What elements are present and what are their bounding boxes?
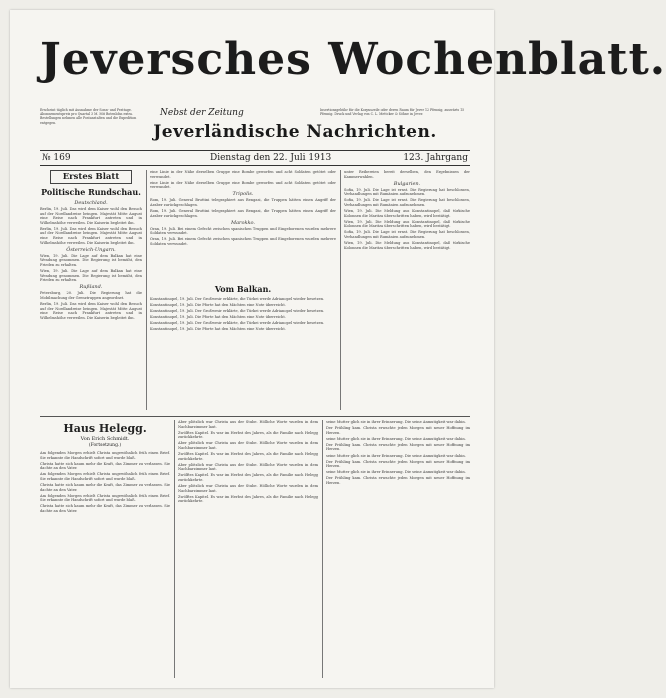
masthead-nebst: Nebst der Zeitung (160, 108, 244, 118)
story-paragraph: Christa hatte sich kaum mehr die Kraft, das Zimmer zu verlassen. Sie dachte an den Vater. (40, 483, 170, 492)
story-note: (Fortsetzung.) (88, 443, 122, 448)
rubric-tripolis: Tripolis. (232, 191, 254, 198)
story-paragraph: Zwölftes Kapitel. Es war im Herbst des Jahres, als die Familie nach Helegg zurückkehrte. (178, 473, 318, 483)
story-paragraph: seine Mutter glich sie in ihrer Erinnerung. Die seine Anmutigkeit war dahin. (326, 453, 466, 458)
column-rule (146, 170, 147, 410)
article-paragraph: Rom, 19. Juli. General Bruttini telegraphiert aus Bengasi, die Truppen hätten einen Angriff der Araber zurückgeschlagen. (150, 198, 336, 207)
story-paragraph: Aber plötzlich war Christa aus der Stube. Hölliche Worte wurden in dem Nachbarzimmer laut. (178, 484, 318, 493)
rubric-marokko: Marokko. (230, 219, 256, 226)
column-rule (322, 420, 323, 678)
story-title: Haus Helegg. (63, 422, 147, 435)
section-vom-balkan: Vom Balkan. (214, 284, 272, 294)
rubric-oesterreich: Österreich-Ungarn. (66, 246, 116, 253)
story-paragraph: Christa hatte sich kaum mehr die Kraft, das Zimmer zu verlassen. Sie dachte an den Vater. (40, 504, 170, 514)
article-paragraph: eine Linie in der Nähe derselben Gruppe eine Bombe geworfen und acht Soldaten getötet oder verwundet. (150, 180, 336, 190)
story-paragraph: seine Mutter glich sie in ihrer Erinnerung. Die seine Anmutigkeit war dahin. (326, 436, 466, 441)
rubric-bulgarien: Bulgarien. (393, 180, 421, 187)
story-author: Von Erich Schmidt. (80, 436, 130, 442)
article-paragraph: Rom, 19. Juli. General Bruttini telegraphiert aus Bengasi, die Truppen hätten einen Angriff der Araber zurückgeschlagen. (150, 209, 336, 218)
story-paragraph: Der Frühling kam. Christa erwachte jeden Morgen mit neuer Hoffnung im Herzen. (326, 442, 470, 452)
article-paragraph: Konstantinopel, 19. Juli. Die Pforte hat den Mächten eine Note überreicht. (150, 303, 286, 308)
column-rule (340, 170, 341, 410)
column-story (40, 420, 170, 682)
erstes-blatt-box: Erstes Blatt (50, 170, 132, 184)
story-paragraph: Christa hatte sich kaum mehr die Kraft, das Zimmer zu verlassen. Sie dachte an den Vater. (40, 461, 170, 471)
article-paragraph: Wien, 19. Juli. Die Meldung aus Konstantinopel, daß türkische Kolonnen die Maritza überschritten haben, wird bestätigt. (344, 209, 470, 218)
article-paragraph: Konstantinopel, 19. Juli. Die Pforte hat den Mächten eine Note überreicht. (150, 327, 286, 332)
article-paragraph: eine Linie in der Nähe derselben Gruppe eine Bombe geworfen und acht Soldaten getötet oder verwundet. (150, 170, 336, 179)
article-paragraph: Sofia, 19. Juli. Die Lage ist ernst. Die Regierung hat beschlossen, Verhandlungen mit Rumänien aufzunehmen. (344, 187, 470, 197)
story-paragraph: Zwölftes Kapitel. Es war im Herbst des Jahres, als die Familie nach Helegg zurückkehrte. (178, 430, 318, 440)
column-rule (174, 420, 175, 678)
article-paragraph: Oran, 19. Juli. Bei einem Gefecht zwischen spanischen Truppen und Eingeborenen wurden mehrere Soldaten verwundet. (150, 226, 336, 236)
column-1 (40, 170, 142, 415)
masthead-subtitle: Jeverländische Nachrichten. (153, 122, 437, 142)
story-paragraph: Aber plötzlich war Christa aus der Stube. Hölliche Worte wurden in dem Nachbarzimmer laut. (178, 420, 318, 429)
rubric-deutschland: Deutschland. (74, 200, 108, 206)
article-paragraph: Oran, 19. Juli. Bei einem Gefecht zwischen spanischen Truppen und Eingeborenen wurden mehrere Soldaten verwundet. (150, 237, 336, 247)
column-story-right (326, 420, 470, 682)
story-paragraph: seine Mutter glich sie in ihrer Erinnerung. Die seine Anmutigkeit war dahin. (326, 420, 466, 424)
story-paragraph: Zwölftes Kapitel. Es war im Herbst des Jahres, als die Familie nach Helegg zurückkehrte. (178, 452, 318, 461)
dateline-bar (40, 150, 470, 166)
rubric-russland: Rußland. (79, 284, 103, 291)
article-paragraph: Wien, 19. Juli. Die Meldung aus Konstantinopel, daß türkische Kolonnen die Maritza überschritten haben, wird bestätigt. (344, 241, 470, 250)
article-paragraph: Konstantinopel, 19. Juli. Der Großwesir erklärte, die Türkei werde Adrianopel wieder besetzen. (150, 321, 325, 326)
article-paragraph: Petersburg, 20. Juli. Die Regierung hat die Mobilmachung der Grenztruppen angeordnet. (40, 291, 142, 300)
article-paragraph: Sofia, 19. Juli. Die Lage ist ernst. Die Regierung hat beschlossen, Verhandlungen mit Rumänien aufzunehmen. (344, 230, 470, 240)
section-politische-rundschau: Politische Rundschau. (41, 187, 141, 197)
story-paragraph: Der Frühling kam. Christa erwachte jeden Morgen mit neuer Hoffnung im Herzen. (326, 476, 470, 486)
story-paragraph: Der Frühling kam. Christa erwachte jeden Morgen mit neuer Hoffnung im Herzen. (326, 426, 470, 435)
article-paragraph: Wien, 19. Juli. Die Meldung aus Konstantinopel, daß türkische Kolonnen die Maritza überschritten haben, wird bestätigt. (344, 219, 470, 229)
article-paragraph: Wien, 19. Juli. Die Lage auf dem Balkan hat eine Wendung genommen. Die Regierung ist bemüht, den Frieden zu erhalten. (40, 253, 142, 267)
story-paragraph: Aber plötzlich war Christa aus der Stube. Hölliche Worte wurden in dem Nachbarzimmer laut. (178, 462, 318, 472)
newspaper-page (10, 10, 666, 688)
column-3 (344, 170, 470, 415)
article-paragraph: Sofia, 19. Juli. Die Lage ist ernst. Die Regierung hat beschlossen, Verhandlungen mit Rumänien aufzunehmen. (344, 198, 470, 207)
column-story-middle (178, 420, 318, 682)
article-paragraph: Berlin, 19. Juli. Das wird dem Kaiser wohl den Besuch auf der Nordlandreise bringen. Majestät Mitte August eine Reise nach Frankfurt antreten und in Wilhelmshöhe verweilen. Die Kaiserin begleitet ihn. (40, 302, 142, 320)
issue-year: 123. Jahrgang (403, 153, 468, 163)
article-paragraph: Konstantinopel, 19. Juli. Der Großwesir erklärte, die Türkei werde Adrianopel wieder besetzen. (150, 309, 325, 314)
story-paragraph: Am folgenden Morgen erhielt Christa ungewöhnlich früh einen Brief. Sie erkannte die Handschrift sofort und wurde blaß. (40, 472, 170, 481)
article-paragraph: Berlin, 19. Juli. Das wird dem Kaiser wohl den Besuch auf der Nordlandreise bringen. Majestät Mitte August eine Reise nach Frankfurt antreten und in Wilhelmshöhe verweilen. Die Kaiserin begleitet ihn. (40, 207, 142, 225)
feuilleton-rule (40, 416, 470, 417)
story-paragraph: Am folgenden Morgen erhielt Christa ungewöhnlich früh einen Brief. Sie erkannte die Handschrift sofort und wurde blaß. (40, 493, 170, 503)
article-paragraph: Berlin, 19. Juli. Das wird dem Kaiser wohl den Besuch auf der Nordlandreise bringen. Majestät Mitte August eine Reise nach Frankfurt antreten und in Wilhelmshöhe verweilen. Die Kaiserin begleitet ihn. (40, 226, 142, 245)
masthead-info-left: Erscheint täglich mit Ausnahme der Sonn- und Festtage. Abonnementspreis pro Quartal 3 M. Mit Botenlohn extra. Bestellungen nehmen alle Postanstalten und die Expedition entgegen. (40, 108, 137, 125)
story-paragraph: Aber plötzlich war Christa aus der Stube. Hölliche Worte wurden in dem Nachbarzimmer laut. (178, 441, 318, 450)
story-paragraph: Der Frühling kam. Christa erwachte jeden Morgen mit neuer Hoffnung im Herzen. (326, 459, 470, 469)
column-balkan (150, 282, 336, 414)
article-paragraph: Konstantinopel, 19. Juli. Der Großwesir erklärte, die Türkei werde Adrianopel wieder besetzen. (150, 297, 325, 301)
masthead-info-right: Insertionsgebühr für die Korpuszeile oder deren Raum für Jever 12 Pfennig, auswärts 15 Pfennig. Druck und Verlag von C. L. Mettcker & Söhne in Jever. (320, 108, 465, 117)
issue-date: Dienstag den 22. Juli 1913 (210, 153, 332, 163)
story-paragraph: seine Mutter glich sie in ihrer Erinnerung. Die seine Anmutigkeit war dahin. (326, 470, 466, 475)
masthead-title: Jeversches Wochenblatt. (40, 34, 666, 85)
issue-number: № 169 (42, 153, 71, 163)
column-2 (150, 170, 336, 280)
story-paragraph: Am folgenden Morgen erhielt Christa ungewöhnlich früh einen Brief. Sie erkannte die Handschrift sofort und wurde blaß. (40, 451, 170, 460)
article-paragraph: Wien, 19. Juli. Die Lage auf dem Balkan hat eine Wendung genommen. Die Regierung ist bemüht, den Frieden zu erhalten. (40, 269, 142, 283)
story-paragraph: Zwölftes Kapitel. Es war im Herbst des Jahres, als die Familie nach Helegg zurückkehrte. (178, 494, 318, 504)
article-paragraph: unter Reibereien bereit derselben, den Ergebnissen der Kammerwahlen. (344, 170, 470, 179)
article-paragraph: Konstantinopel, 19. Juli. Die Pforte hat den Mächten eine Note überreicht. (150, 315, 286, 320)
